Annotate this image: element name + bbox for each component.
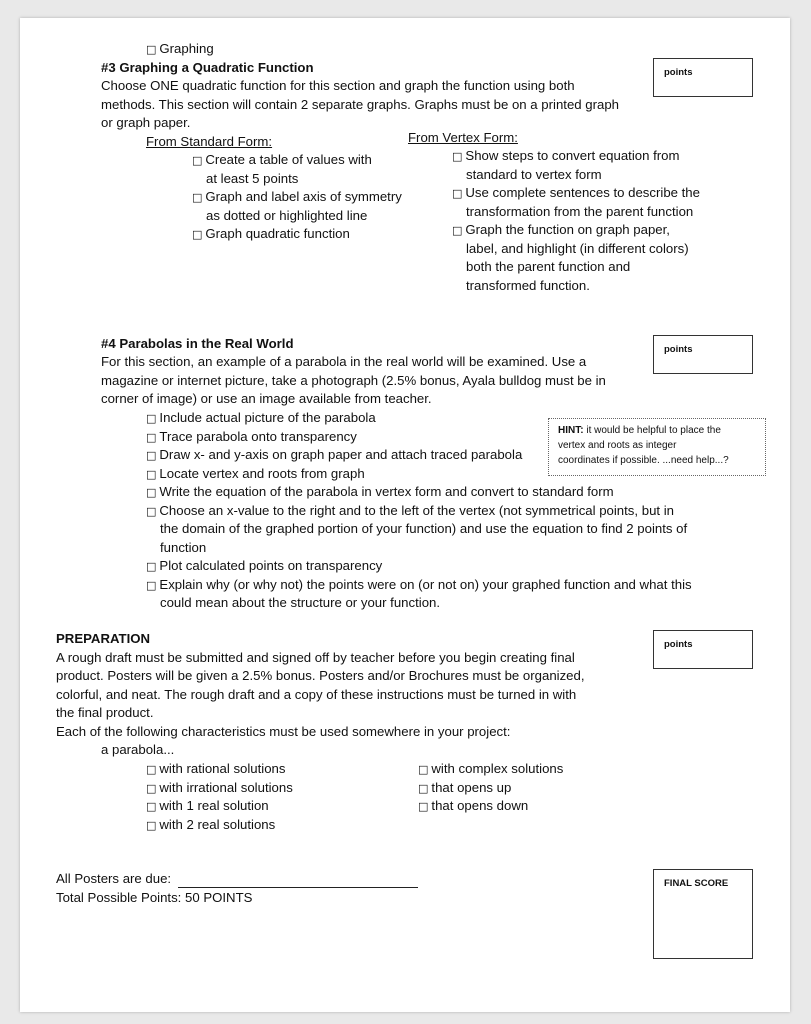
checklist-item-text: function xyxy=(160,539,207,555)
section3-title: #3 Graphing a Quadratic Function xyxy=(101,60,314,75)
preparation-text: A rough draft must be submitted and signed off by teacher before you begin creating final xyxy=(56,650,575,665)
checkbox-icon[interactable]: □ xyxy=(146,449,157,462)
final-score-box[interactable]: FINAL SCORE xyxy=(653,869,753,959)
characteristic-item xyxy=(418,797,528,817)
checklist-item-text: transformed function. xyxy=(466,277,590,293)
checklist-item-continued xyxy=(466,240,689,259)
checklist-item-text: both the parent function and xyxy=(466,259,631,274)
characteristic-item xyxy=(418,779,511,799)
checklist-item-continued xyxy=(466,277,590,296)
checklist-item xyxy=(452,221,670,241)
checkbox-icon[interactable]: □ xyxy=(146,412,157,425)
checklist-item-text: as dotted or highlighted line xyxy=(206,207,368,223)
checklist-item-text: Create a table of values with xyxy=(205,152,372,167)
checklist-item-text: Graph quadratic function xyxy=(205,226,350,241)
checklist-item-text: the domain of the graphed portion of your function) and use the equation to find 2 points of xyxy=(160,521,688,536)
section4-text: corner of image) or use an image available from teacher. xyxy=(101,391,432,406)
section4-text: magazine or internet picture, take a photograph (2.5% bonus, Ayala bulldog must be in xyxy=(101,373,606,388)
checklist-item-text: Use complete sentences to describe the xyxy=(465,185,700,200)
checklist-item-continued xyxy=(206,170,298,189)
checkbox-icon[interactable]: □ xyxy=(192,154,203,167)
preparation-points-box[interactable]: points xyxy=(653,630,753,669)
checkbox-icon[interactable]: □ xyxy=(146,430,157,444)
checkbox-icon[interactable]: □ xyxy=(146,467,157,481)
checkbox-icon[interactable]: □ xyxy=(146,578,157,592)
characteristic-text: with 1 real solution xyxy=(159,798,269,813)
checklist-item-graphing: □ Graphing xyxy=(146,41,214,56)
section4-text: For this section, an example of a parabola in the real world will be examined. Use a xyxy=(101,354,587,369)
hint-box xyxy=(548,418,766,476)
checklist-item-continued xyxy=(466,203,693,222)
due-date-line[interactable] xyxy=(178,887,418,888)
worksheet-page xyxy=(20,18,790,1012)
checkbox-icon[interactable]: □ xyxy=(418,800,429,813)
checklist-item xyxy=(146,576,692,596)
checklist-item-text: Choose an x-value to the right and to the left of the vertex (not symmetrical points, but in xyxy=(159,502,674,518)
checklist-item xyxy=(192,188,402,208)
checklist-item xyxy=(192,151,372,171)
checklist-item-text: Include actual picture of the parabola xyxy=(159,410,376,425)
checklist-item-continued xyxy=(206,207,367,226)
characteristic-item xyxy=(146,816,275,836)
checklist-item-text: Explain why (or why not) the points were on (or not on) your graphed function and what this xyxy=(159,576,692,592)
checklist-item xyxy=(146,428,357,448)
vertex-form-heading: From Vertex Form: xyxy=(408,130,518,145)
characteristic-text: with 2 real solutions xyxy=(159,816,276,832)
checklist-item-text: label, and highlight (in different colors) xyxy=(466,240,689,256)
preparation-title: PREPARATION xyxy=(56,631,151,646)
characteristic-item xyxy=(146,779,293,799)
hint-line: vertex and roots as integer xyxy=(558,440,677,451)
checklist-item xyxy=(146,502,674,522)
section3-text: or graph paper. xyxy=(101,115,191,130)
preparation-text: Each of the following characteristics must be used somewhere in your project: xyxy=(56,724,511,739)
preparation-text: colorful, and neat. The rough draft and a copy of these instructions must be turned in with xyxy=(56,687,577,702)
checklist-item-text: transformation from the parent function xyxy=(466,203,694,219)
checklist-item-text: Graph and label axis of symmetry xyxy=(205,189,402,204)
checklist-item xyxy=(192,225,350,245)
checkbox-icon[interactable]: □ xyxy=(452,224,463,237)
due-date-label: All Posters are due: xyxy=(56,871,172,886)
hint-line: coordinates if possible. ...need help...? xyxy=(558,455,729,466)
hint-line: HINT: it would be helpful to place the xyxy=(558,425,721,436)
characteristic-text: with rational solutions xyxy=(159,761,286,776)
preparation-text: product. Posters will be given a 2.5% bonus. Posters and/or Brochures must be organized, xyxy=(56,668,585,683)
checklist-item xyxy=(452,147,679,167)
checklist-item-text: could mean about the structure or your function. xyxy=(160,595,441,610)
checklist-item-continued xyxy=(466,166,602,185)
checkbox-icon[interactable]: □ xyxy=(146,560,157,573)
checklist-item-continued xyxy=(160,594,440,613)
characteristic-text: with complex solutions xyxy=(431,761,564,776)
checklist-item-text: at least 5 points xyxy=(206,170,299,186)
checkbox-icon[interactable]: □ xyxy=(146,504,157,518)
checklist-item xyxy=(452,184,700,204)
checklist-item xyxy=(146,483,614,503)
characteristic-item xyxy=(146,760,286,780)
checklist-item xyxy=(146,465,365,485)
checkbox-icon[interactable]: □ xyxy=(192,191,203,204)
checklist-item-text: Locate vertex and roots from graph xyxy=(159,465,365,481)
section4-points-box[interactable]: points xyxy=(653,335,753,374)
checklist-item-text: Plot calculated points on transparency xyxy=(159,558,383,573)
characteristic-item xyxy=(146,797,269,817)
preparation-text: the final product. xyxy=(56,705,154,720)
standard-form-heading: From Standard Form: xyxy=(146,134,273,149)
checklist-item-text: Show steps to convert equation from xyxy=(465,148,680,163)
checklist-item-text: Trace parabola onto transparency xyxy=(159,428,357,444)
checkbox-icon[interactable]: □ xyxy=(192,228,203,241)
checkbox-icon[interactable]: □ xyxy=(452,150,463,163)
characteristic-item xyxy=(418,760,563,780)
checkbox-icon[interactable]: □ xyxy=(146,800,157,813)
total-points: Total Possible Points: 50 POINTS xyxy=(56,890,253,905)
checkbox-icon[interactable]: □ xyxy=(418,763,429,776)
checkbox-icon[interactable]: □ xyxy=(146,781,157,795)
checkbox-icon[interactable]: □ xyxy=(146,486,157,499)
checkbox-icon[interactable]: □ xyxy=(418,781,429,795)
section4-title: #4 Parabolas in the Real World xyxy=(101,336,294,351)
checklist-item-text: Graph the function on graph paper, xyxy=(465,222,670,237)
characteristic-text: with irrational solutions xyxy=(159,779,293,795)
checklist-item-continued xyxy=(466,258,630,277)
section3-text: Choose ONE quadratic function for this section and graph the function using both xyxy=(101,78,575,93)
checklist-item-text: Write the equation of the parabola in vertex form and convert to standard form xyxy=(159,484,614,499)
characteristic-text: that opens up xyxy=(431,779,512,795)
checkbox-icon[interactable]: □ xyxy=(146,818,157,832)
section3-text: methods. This section will contain 2 separate graphs. Graphs must be on a printed graph xyxy=(101,97,620,112)
checklist-item xyxy=(146,446,522,466)
checklist-item xyxy=(146,557,382,577)
checklist-item xyxy=(146,409,376,429)
checkbox-icon[interactable]: □ xyxy=(146,763,157,776)
checklist-item-text: Draw x- and y-axis on graph paper and attach traced parabola xyxy=(159,447,523,462)
characteristic-text: that opens down xyxy=(431,798,529,813)
checklist-item-continued xyxy=(160,520,687,539)
checkbox-icon[interactable]: □ xyxy=(452,187,463,200)
checklist-item-continued xyxy=(160,539,206,558)
parabola-lead: a parabola... xyxy=(101,742,175,757)
checklist-item-text: standard to vertex form xyxy=(466,166,602,182)
section3-points-box[interactable]: points xyxy=(653,58,753,97)
